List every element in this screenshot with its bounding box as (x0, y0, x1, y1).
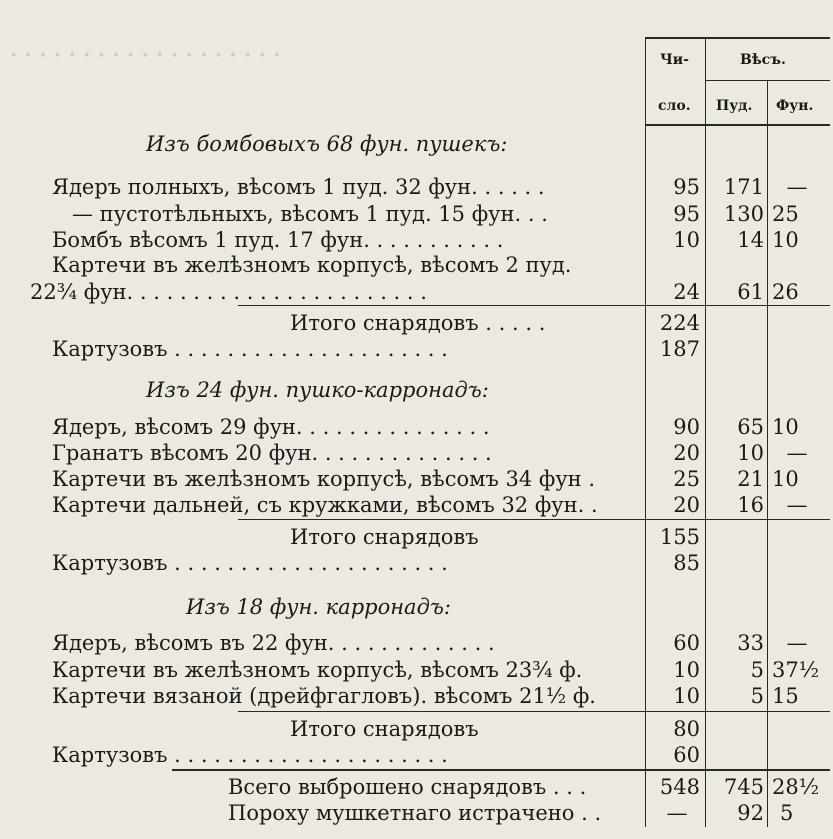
section-title: Изъ бомбовыхъ 68 фун. пушекъ: (146, 132, 508, 156)
column-rule-count (705, 37, 706, 827)
row-fun: 37½ (772, 658, 820, 682)
row-label: — пустотѣльныхъ, вѣсомъ 1 пуд. 15 фун. . . (72, 202, 548, 226)
row-fun: 25 (772, 202, 799, 226)
row-label: Гранатъ вѣсомъ 20 фун. . . . . . . . . . . . . . (52, 441, 492, 465)
row-pud: 33 (737, 631, 764, 655)
row-fun: 10 (772, 228, 799, 252)
row-count: 20 (673, 493, 700, 517)
row-fun: — (786, 631, 808, 655)
row-pud: 5 (750, 658, 764, 682)
total-count: 80 (673, 717, 700, 741)
subtotal-rule (238, 305, 830, 306)
row-label: Ядеръ, вѣсомъ въ 22 фун. . . . . . . . . . . . . (52, 631, 495, 655)
header-top-rule (645, 37, 830, 39)
row-count: 25 (673, 467, 700, 491)
row-pud: 5 (750, 684, 764, 708)
row-pud: 171 (723, 175, 764, 199)
cartridges-label: Картузовъ . . . . . . . . . . . . . . . . . . . . . (52, 743, 448, 767)
row-fun: 15 (772, 684, 799, 708)
row-fun: — (786, 441, 808, 465)
summary-count: — (666, 801, 688, 825)
subtotal-rule (238, 711, 830, 712)
row-pud: 16 (737, 493, 764, 517)
section-title: Изъ 18 фун. карронадъ: (186, 595, 451, 619)
row-fun: — (786, 493, 808, 517)
cartridges-count: 60 (673, 743, 700, 767)
column-rule-left (645, 37, 646, 827)
cartridges-label: Картузовъ . . . . . . . . . . . . . . . . . . . . . (52, 337, 448, 361)
header-count-bottom: сло. (658, 98, 691, 114)
row-pud: 130 (723, 202, 764, 226)
header-fun: Фун. (776, 98, 814, 114)
row-pud: 65 (737, 415, 764, 439)
header-count-top: Чи- (660, 52, 689, 68)
summary-rule (172, 769, 830, 771)
summary-pud: 92 (737, 801, 764, 825)
column-rule-pud (767, 80, 768, 827)
bleed-through-text: · · · · · · · · · · · · · · · · · · · (10, 42, 281, 67)
row-fun: — (786, 175, 808, 199)
summary-label: Пороху мушкетнаго истрачено . . (228, 801, 602, 825)
row-pud: 21 (737, 467, 764, 491)
row-label: Бомбъ вѣсомъ 1 пуд. 17 фун. . . . . . . . . . . (52, 228, 504, 252)
total-label: Итого снарядовъ (290, 717, 479, 741)
summary-fun: 5 (780, 801, 794, 825)
total-count: 224 (659, 311, 700, 335)
summary-count: 548 (659, 775, 700, 799)
header-bottom-rule (645, 124, 830, 126)
row-label: Картечи дальней, съ кружками, вѣсомъ 32 фун. . (52, 493, 598, 517)
summary-fun: 28½ (772, 775, 820, 799)
row-label: 22¾ фун. . . . . . . . . . . . . . . . . . . . . . . (30, 280, 427, 304)
row-label: Картечи въ желѣзномъ корпусѣ, вѣсомъ 2 пуд. (52, 253, 572, 277)
cartridges-label: Картузовъ . . . . . . . . . . . . . . . . . . . . . (52, 551, 448, 575)
row-count: 10 (673, 684, 700, 708)
total-label: Итого снарядовъ (290, 525, 479, 549)
summary-pud: 745 (723, 775, 764, 799)
subtotal-rule (238, 519, 830, 520)
total-count: 155 (659, 525, 700, 549)
header-pud: Пуд. (716, 98, 753, 114)
cartridges-count: 85 (673, 551, 700, 575)
row-fun: 10 (772, 467, 799, 491)
total-label: Итого снарядовъ . . . . . (290, 311, 546, 335)
row-fun: 26 (772, 280, 799, 304)
row-label: Картечи вязаной (дрейфгагловъ). вѣсомъ 21½ ф. (52, 684, 596, 708)
row-label: Ядеръ, вѣсомъ 29 фун. . . . . . . . . . . . . . . (52, 415, 490, 439)
section-title: Изъ 24 фун. пушко-карронадъ: (146, 378, 489, 402)
row-count: 24 (673, 280, 700, 304)
row-count: 95 (673, 175, 700, 199)
row-fun: 10 (772, 415, 799, 439)
row-count: 60 (673, 631, 700, 655)
row-count: 10 (673, 228, 700, 252)
row-count: 10 (673, 658, 700, 682)
row-label: Ядеръ полныхъ, вѣсомъ 1 пуд. 32 фун. . . . . . (52, 175, 545, 199)
summary-label: Всего выброшено снарядовъ . . . (228, 775, 587, 799)
row-count: 95 (673, 202, 700, 226)
row-count: 20 (673, 441, 700, 465)
row-label: Картечи въ желѣзномъ корпусѣ, вѣсомъ 23¾ ф. (52, 658, 583, 682)
row-label: Картечи въ желѣзномъ корпусѣ, вѣсомъ 34 фун . (52, 467, 596, 491)
cartridges-count: 187 (659, 337, 700, 361)
row-count: 90 (673, 415, 700, 439)
row-pud: 61 (737, 280, 764, 304)
row-pud: 10 (737, 441, 764, 465)
row-pud: 14 (737, 228, 764, 252)
header-weight: Вѣсъ. (740, 52, 786, 68)
